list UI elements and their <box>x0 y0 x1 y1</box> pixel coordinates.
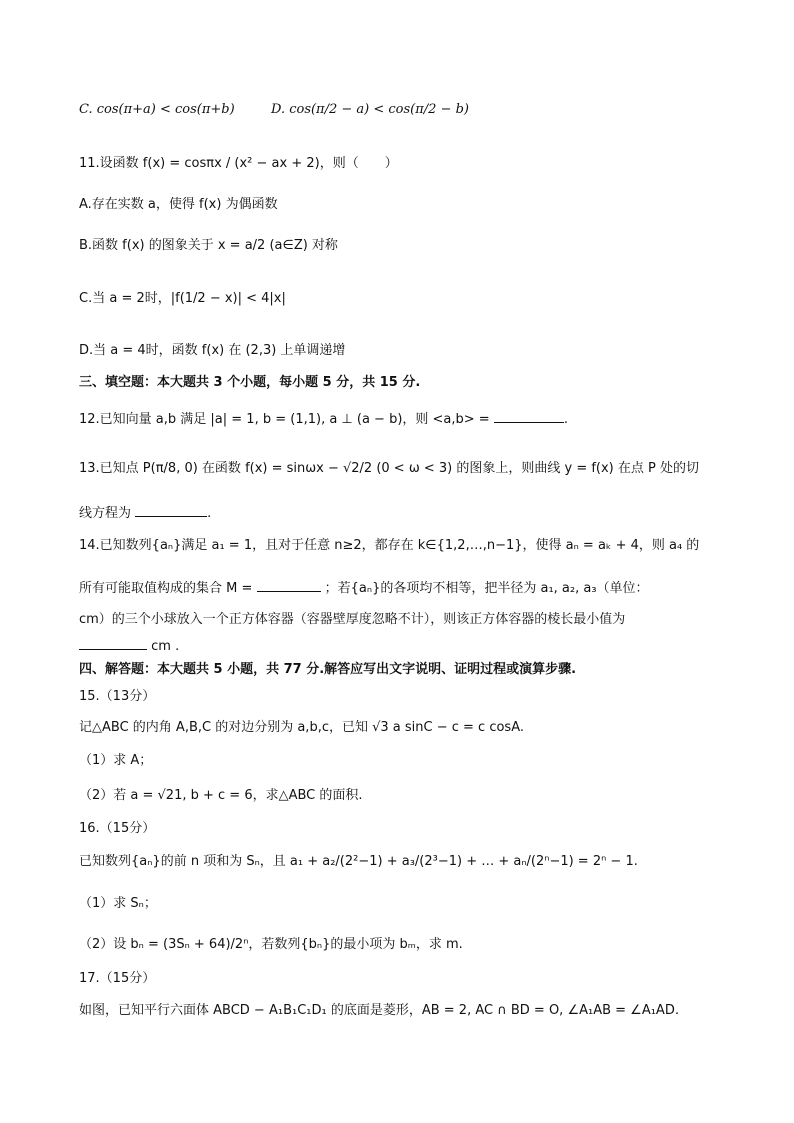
q14-line3: cm）的三个小球放入一个正方体容器（容器壁厚度忽略不计），则该正方体容器的棱长最小值为 <box>79 612 626 627</box>
q16-head: 16.（15分） <box>79 821 156 836</box>
q15-stem: 记△ABC 的内角 A,B,C 的对边分别为 a,b,c，已知 √3 a sinC − c = c cosA. <box>79 720 525 735</box>
q11-stem: 11.设函数 f(x) = cosπx / (x² − ax + 2)，则（ ） <box>79 156 398 171</box>
q14-line1: 14.已知数列{aₙ}满足 a₁ = 1，且对于任意 n≥2，都存在 k∈{1,2,…,n−1}，使得 aₙ = aₖ + 4，则 a₄ 的 <box>79 538 700 553</box>
q14-line2 <box>79 578 729 598</box>
q14-line4 <box>79 636 729 656</box>
answer-blank <box>494 409 564 423</box>
q12-stem: 12.已知向量 a,b 满足 |a| = 1, b = (1,1), a ⊥ (a − b)，则 <a,b> = <box>79 412 490 427</box>
q16-part1: （1）求 Sₙ； <box>79 896 157 911</box>
q16-part2: （2）设 bₙ = (3Sₙ + 64)/2ⁿ，若数列{bₙ}的最小项为 bₘ，求 m. <box>79 937 463 952</box>
q17-head: 17.（15分） <box>79 971 156 986</box>
q14-line2-b: ；若{aₙ}的各项均不相等，把半径为 a₁, a₂, a₃（单位： <box>324 581 649 596</box>
answer-blank <box>135 503 207 517</box>
section-answer-heading: 四、解答题：本大题共 5 小题，共 77 分.解答应写出文字说明、证明过程或演算步骤. <box>79 662 577 677</box>
q11-option-c: C.当 a = 2时，|f(1/2 − x)| < 4|x| <box>79 291 286 306</box>
q15-part2: （2）若 a = √21, b + c = 6，求△ABC 的面积. <box>79 788 363 803</box>
q10-option-c: C. cos(π+a) < cos(π+b) <box>79 102 235 117</box>
q10-option-d: D. cos(π/2 − a) < cos(π/2 − b) <box>270 102 469 117</box>
answer-blank <box>79 636 147 650</box>
q10-options <box>79 101 729 119</box>
answer-blank <box>257 578 321 592</box>
q11-option-d: D.当 a = 4时，函数 f(x) 在 (2,3) 上单调递增 <box>79 343 346 358</box>
q13-line2: 线方程为 . <box>79 503 729 523</box>
q12-text: 12.已知向量 a,b 满足 |a| = 1, b = (1,1), a ⊥ (a − b)，则 <a,b> = . <box>79 409 729 429</box>
q16-stem: 已知数列{aₙ}的前 n 项和为 Sₙ，且 a₁ + a₂/(2²−1) + a₃/(2³−1) + … + aₙ/(2ⁿ−1) = 2ⁿ − 1. <box>79 854 638 869</box>
q13-line2-text: 线方程为 <box>79 506 132 521</box>
q11-option-b: B.函数 f(x) 的图象关于 x = a/2 (a∈Z) 对称 <box>79 238 338 253</box>
q14-line4-unit: cm . <box>151 639 180 654</box>
q13-line1: 13.已知点 P(π/8, 0) 在函数 f(x) = sinωx − √2/2 (0 < ω < 3) 的图象上，则曲线 y = f(x) 在点 P 处的切 <box>79 461 699 476</box>
q15-head: 15.（13分） <box>79 689 156 704</box>
q14-line2-a: 所有可能取值构成的集合 M = <box>79 581 253 596</box>
q17-stem: 如图，已知平行六面体 ABCD − A₁B₁C₁D₁ 的底面是菱形，AB = 2, AC ∩ BD = O, ∠A₁AB = ∠A₁AD. <box>79 1003 679 1018</box>
section-fill-in-heading: 三、填空题：本大题共 3 个小题，每小题 5 分，共 15 分. <box>79 375 421 390</box>
q11-option-a: A.存在实数 a，使得 f(x) 为偶函数 <box>79 197 278 212</box>
q15-part1: （1）求 A； <box>79 753 153 768</box>
